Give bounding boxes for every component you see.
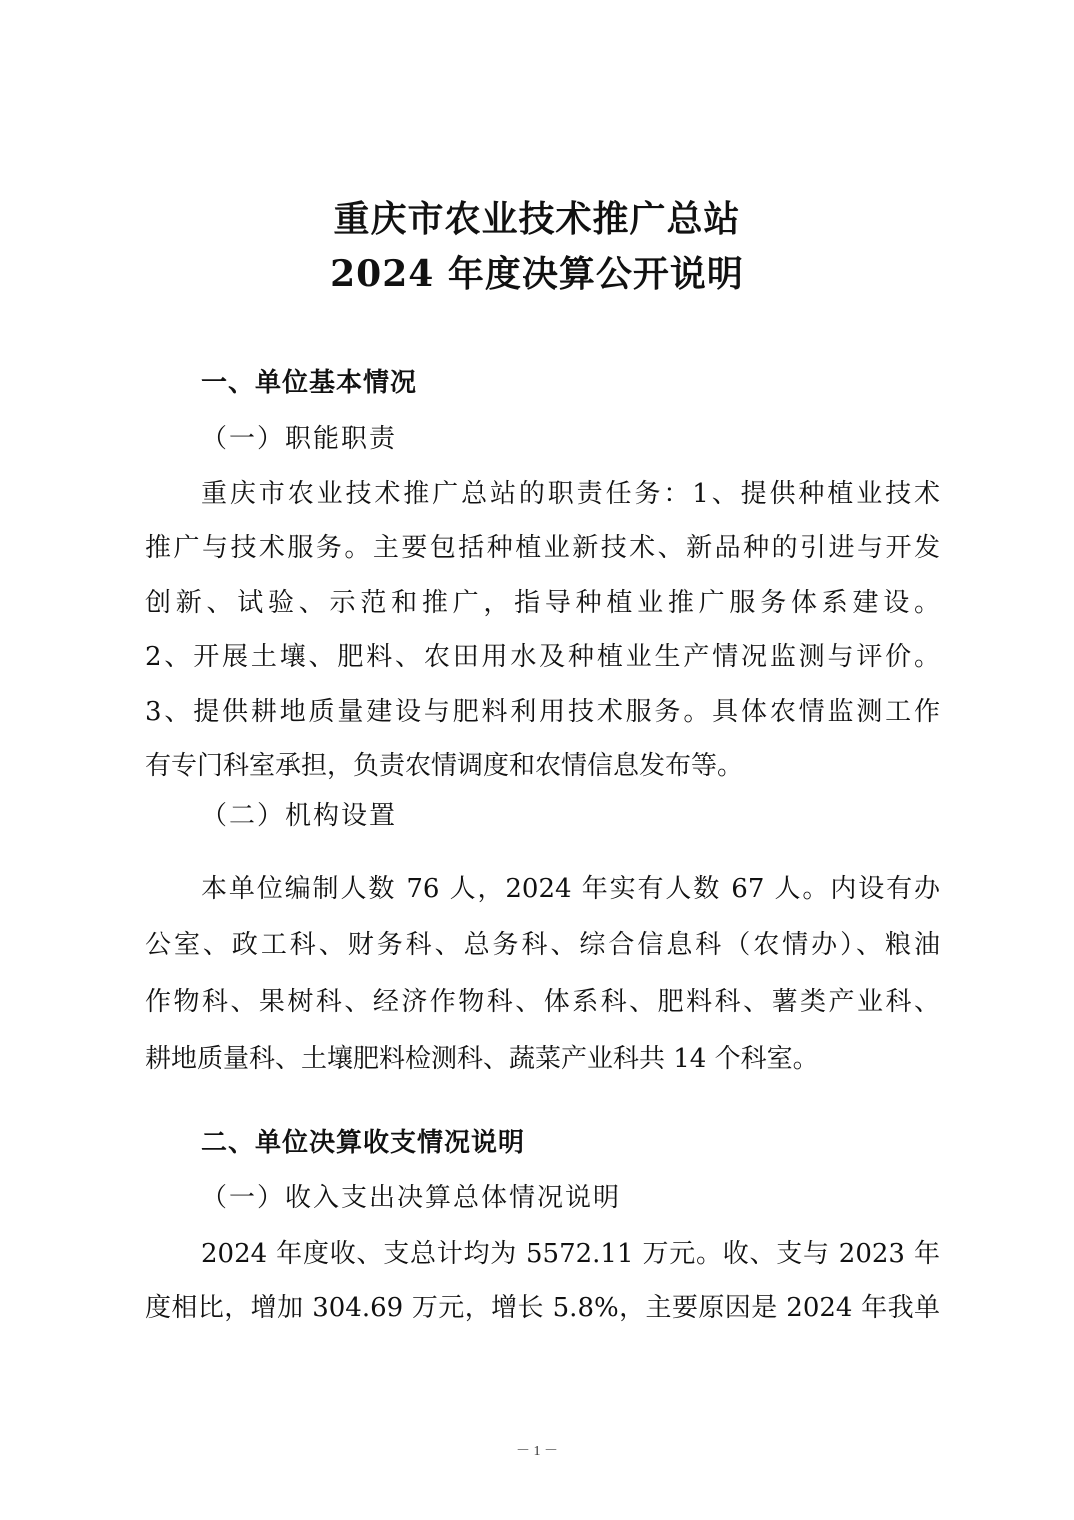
section-1-sub-2-heading: （二）机构设置 — [201, 801, 398, 831]
section-1-sub-1-heading: （一）职能职责 — [201, 424, 398, 454]
document-title-line-2: 2024 年度决算公开说明 — [330, 253, 744, 295]
paragraph-line: 度相比，增加 304.69 万元，增长 5.8%，主要原因是 2024 年我单 — [145, 1293, 940, 1323]
paragraph-line: 作物科、果树科、经济作物科、体系科、肥料科、薯类产业科、 — [145, 987, 940, 1017]
paragraph-line: 推广与技术服务。主要包括种植业新技术、新品种的引进与开发 — [145, 533, 940, 563]
paragraph-line: 创新、试验、示范和推广，指导种植业推广服务体系建设。 — [145, 588, 940, 618]
paragraph-line: 公室、政工科、财务科、总务科、综合信息科（农情办）、粮油 — [145, 930, 940, 960]
document-title-line-1: 重庆市农业技术推广总站 — [333, 198, 741, 240]
paragraph-line: 重庆市农业技术推广总站的职责任务：1、提供种植业技术 — [201, 479, 940, 509]
paragraph-line: 2024 年度收、支总计均为 5572.11 万元。收、支与 2023 年 — [201, 1239, 940, 1269]
section-2-sub-1-heading: （一）收入支出决算总体情况说明 — [201, 1183, 622, 1213]
section-2-heading: 二、单位决算收支情况说明 — [201, 1128, 526, 1158]
section-1-heading: 一、单位基本情况 — [201, 368, 418, 398]
paragraph-line: 有专门科室承担，负责农情调度和农情信息发布等。 — [145, 751, 744, 781]
paragraph-line: 2、开展土壤、肥料、农田用水及种植业生产情况监测与评价。 — [145, 642, 940, 672]
paragraph-line: 耕地质量科、土壤肥料检测科、蔬菜产业科共 14 个科室。 — [145, 1044, 819, 1074]
paragraph-line: 本单位编制人数 76 人，2024 年实有人数 67 人。内设有办 — [201, 874, 940, 904]
paragraph-line: 3、提供耕地质量建设与肥料利用技术服务。具体农情监测工作 — [145, 697, 940, 727]
page-number: － 1 － — [516, 1444, 558, 1459]
